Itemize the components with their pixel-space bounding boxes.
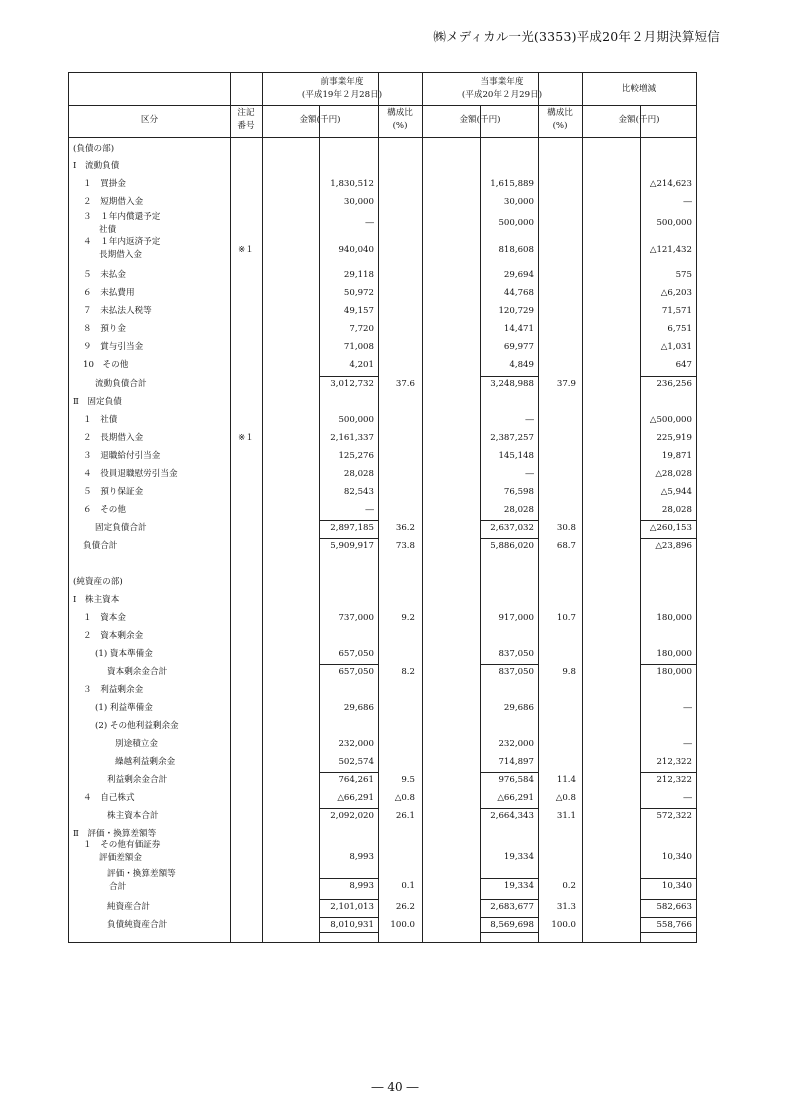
row-label: 株主資本合計 xyxy=(107,811,159,821)
row-curr-ratio: 30.8 xyxy=(556,523,576,533)
row-prev-ratio: 26.2 xyxy=(395,902,415,912)
row-diff: △214,623 xyxy=(649,179,692,189)
row-label: ２ 長期借入金 xyxy=(83,433,144,443)
row-diff: △23,896 xyxy=(655,541,692,551)
prev-ratio-unit: (%) xyxy=(392,121,408,131)
row-prev-amount: 1,830,512 xyxy=(330,179,374,189)
row-label-cont: 合計 xyxy=(109,882,127,892)
subtotal-rule xyxy=(640,520,696,521)
row-curr-amount: 2,637,032 xyxy=(490,523,534,533)
col-divider xyxy=(230,73,231,943)
row-prev-amount: 232,000 xyxy=(338,739,374,749)
row-prev-amount: 657,050 xyxy=(338,667,374,677)
row-curr-amount: 14,471 xyxy=(503,324,534,334)
row-diff: △5,944 xyxy=(660,487,692,497)
row-label: ４ １年内返済予定 xyxy=(83,237,161,247)
row-curr-amount: 4,849 xyxy=(509,360,534,370)
row-label: 負債合計 xyxy=(83,541,118,551)
row-prev-amount: 28,028 xyxy=(343,469,374,479)
col-divider xyxy=(582,73,583,943)
row-diff: ― xyxy=(683,739,692,749)
row-prev-amount: 49,157 xyxy=(343,306,374,316)
prev-amount-header: 金額(千円) xyxy=(299,115,341,125)
col-divider xyxy=(262,73,263,943)
row-label: １ 資本金 xyxy=(83,613,126,623)
row-label: 資本剰余金合計 xyxy=(107,667,168,677)
diff-header: 比較増減 xyxy=(621,84,657,94)
row-curr-amount: 976,584 xyxy=(498,775,534,785)
row-prev-amount: 29,686 xyxy=(343,703,374,713)
header-rule xyxy=(69,105,696,106)
row-diff: △28,028 xyxy=(655,469,692,479)
note-header-2: 番号 xyxy=(237,121,255,131)
row-curr-amount: 232,000 xyxy=(498,739,534,749)
row-diff: 180,000 xyxy=(656,667,692,677)
subtotal-rule xyxy=(319,917,378,918)
subtotal-rule xyxy=(640,878,696,879)
row-prev-ratio: 0.1 xyxy=(401,881,415,891)
row-diff: 10,340 xyxy=(661,881,692,891)
row-curr-amount: ― xyxy=(525,415,534,425)
curr-ratio-unit: (%) xyxy=(552,121,568,131)
row-prev-ratio: 8.2 xyxy=(401,667,415,677)
subtotal-rule xyxy=(480,899,538,900)
row-prev-ratio: 100.0 xyxy=(390,920,415,930)
row-diff: ― xyxy=(683,703,692,713)
row-prev-amount: 50,972 xyxy=(343,288,374,298)
row-curr-amount: 30,000 xyxy=(503,197,534,207)
subtotal-rule xyxy=(319,772,378,773)
row-label: １ 買掛金 xyxy=(83,179,126,189)
page-number: ― 40 ― xyxy=(371,1080,419,1094)
row-label: 10 その他 xyxy=(83,360,129,370)
row-label: １ その他有価証券 xyxy=(83,840,161,850)
subtotal-rule xyxy=(640,917,696,918)
curr-year-date: (平成20年２月29日) xyxy=(461,90,543,100)
row-curr-amount: 69,977 xyxy=(503,342,534,352)
row-label: ２ 資本剰余金 xyxy=(83,631,144,641)
row-label: ６ その他 xyxy=(83,505,126,515)
subtotal-rule xyxy=(480,664,538,665)
row-label: ３ １年内償還予定 xyxy=(83,212,161,222)
row-diff: 575 xyxy=(675,270,692,280)
total-double-rule xyxy=(480,932,538,933)
row-prev-ratio: 9.2 xyxy=(401,613,415,623)
row-curr-amount: 500,000 xyxy=(498,218,534,228)
row-prev-ratio: 37.6 xyxy=(395,379,415,389)
header-rule xyxy=(69,137,696,138)
row-prev-amount: 3,012,732 xyxy=(330,379,374,389)
subtotal-rule xyxy=(640,376,696,377)
row-diff: 558,766 xyxy=(656,920,692,930)
row-curr-amount: 120,729 xyxy=(498,306,534,316)
subtotal-rule xyxy=(319,538,378,539)
row-diff: 582,663 xyxy=(656,902,692,912)
row-prev-amount: 82,543 xyxy=(343,487,374,497)
row-prev-amount: 71,008 xyxy=(343,342,374,352)
row-label: 負債純資産合計 xyxy=(107,920,168,930)
row-prev-amount: 2,161,337 xyxy=(330,433,374,443)
row-label: 利益剰余金合計 xyxy=(107,775,168,785)
row-prev-ratio: 36.2 xyxy=(395,523,415,533)
row-label: (純資産の部) xyxy=(73,577,123,587)
subtotal-rule xyxy=(319,376,378,377)
row-label: ４ 役員退職慰労引当金 xyxy=(83,469,178,479)
curr-year-header: 当事業年度 xyxy=(480,77,524,87)
row-label: Ⅱ 評価・換算差額等 xyxy=(73,829,157,839)
row-prev-amount: 500,000 xyxy=(338,415,374,425)
row-curr-ratio: 31.3 xyxy=(556,902,576,912)
row-curr-amount: 76,598 xyxy=(503,487,534,497)
page-header: ㈱メディカル一光(3353)平成20年２月期決算短信 xyxy=(433,29,720,44)
row-diff: 212,322 xyxy=(656,775,692,785)
row-diff: 212,322 xyxy=(656,757,692,767)
row-prev-amount: 30,000 xyxy=(343,197,374,207)
row-diff: △1,031 xyxy=(660,342,692,352)
subtotal-rule xyxy=(640,772,696,773)
row-prev-amount: 657,050 xyxy=(338,649,374,659)
subtotal-rule xyxy=(480,917,538,918)
row-curr-amount: 917,000 xyxy=(498,613,534,623)
row-curr-ratio: 68.7 xyxy=(556,541,576,551)
subtotal-rule xyxy=(480,520,538,521)
row-prev-amount: 8,010,931 xyxy=(330,920,374,930)
row-label-cont: 評価差額金 xyxy=(99,853,142,863)
row-label: 別途積立金 xyxy=(115,739,158,749)
subtotal-rule xyxy=(640,808,696,809)
row-prev-ratio: 26.1 xyxy=(395,811,415,821)
row-diff: 10,340 xyxy=(661,852,692,862)
row-label: ５ 預り保証金 xyxy=(83,487,144,497)
row-prev-ratio: △0.8 xyxy=(394,793,415,803)
row-diff: 6,751 xyxy=(667,324,692,334)
row-label: 固定負債合計 xyxy=(95,523,147,533)
row-label: (1) 資本準備金 xyxy=(95,649,153,659)
row-curr-amount: 2,387,257 xyxy=(490,433,534,443)
row-diff: △121,432 xyxy=(649,245,692,255)
row-label: Ⅱ 固定負債 xyxy=(73,397,122,407)
row-label: 繰越利益剰余金 xyxy=(115,757,176,767)
row-curr-amount: 818,608 xyxy=(498,245,534,255)
row-prev-amount: 7,720 xyxy=(349,324,374,334)
row-diff: 28,028 xyxy=(661,505,692,515)
row-diff: 19,871 xyxy=(661,451,692,461)
row-label: (2) その他利益剰余金 xyxy=(95,721,179,731)
row-prev-amount: ― xyxy=(365,505,374,515)
total-double-rule xyxy=(319,932,378,933)
row-label-cont: 社債 xyxy=(99,225,117,235)
row-label: ８ 預り金 xyxy=(83,324,126,334)
row-diff: 180,000 xyxy=(656,649,692,659)
prev-ratio-header: 構成比 xyxy=(387,108,413,118)
row-diff: 71,571 xyxy=(661,306,692,316)
row-label: ９ 賞与引当金 xyxy=(83,342,144,352)
row-prev-amount: 29,118 xyxy=(343,270,374,280)
row-prev-amount: 125,276 xyxy=(338,451,374,461)
row-curr-ratio: 31.1 xyxy=(556,811,576,821)
subtotal-rule xyxy=(480,376,538,377)
row-diff: △260,153 xyxy=(649,523,692,533)
row-label-cont: 長期借入金 xyxy=(99,250,142,260)
row-diff: 500,000 xyxy=(656,218,692,228)
note-header: 注記 xyxy=(237,108,255,118)
row-note: ※１ xyxy=(238,245,254,255)
subtotal-rule xyxy=(319,899,378,900)
row-prev-amount: 4,201 xyxy=(349,360,374,370)
row-curr-ratio: 100.0 xyxy=(551,920,576,930)
diff-amount-header: 金額(千円) xyxy=(618,115,660,125)
subtotal-rule xyxy=(480,772,538,773)
row-curr-amount: 19,334 xyxy=(503,881,534,891)
curr-amount-header: 金額(千円) xyxy=(459,115,501,125)
row-curr-amount: 145,148 xyxy=(498,451,534,461)
subtotal-rule xyxy=(640,899,696,900)
row-curr-ratio: 37.9 xyxy=(556,379,576,389)
row-label: ５ 未払金 xyxy=(83,270,126,280)
row-curr-amount: 28,028 xyxy=(503,505,534,515)
row-prev-ratio: 9.5 xyxy=(401,775,415,785)
col-divider xyxy=(422,73,423,943)
subtotal-rule xyxy=(640,664,696,665)
row-prev-amount: 8,993 xyxy=(349,852,374,862)
row-diff: 180,000 xyxy=(656,613,692,623)
row-label: ４ 自己株式 xyxy=(83,793,135,803)
row-label: ３ 退職給付引当金 xyxy=(83,451,161,461)
row-curr-amount: 2,683,677 xyxy=(490,902,534,912)
row-label: Ⅰ 株主資本 xyxy=(73,595,120,605)
row-curr-amount: 1,615,889 xyxy=(490,179,534,189)
row-label: (1) 利益準備金 xyxy=(95,703,153,713)
row-curr-amount: 3,248,988 xyxy=(490,379,534,389)
row-diff: ― xyxy=(683,793,692,803)
subtotal-rule xyxy=(480,808,538,809)
section-header: 区分 xyxy=(140,115,159,125)
row-prev-amount: 940,040 xyxy=(338,245,374,255)
prev-year-header: 前事業年度 xyxy=(320,77,364,87)
row-diff: 225,919 xyxy=(656,433,692,443)
subtotal-rule xyxy=(480,878,538,879)
balance-sheet-table xyxy=(68,72,697,943)
row-label: 流動負債合計 xyxy=(95,379,147,389)
row-label: １ 社債 xyxy=(83,415,118,425)
row-diff: △6,203 xyxy=(660,288,692,298)
row-prev-amount: 2,092,020 xyxy=(330,811,374,821)
row-label: ３ 利益剰余金 xyxy=(83,685,144,695)
row-curr-amount: 714,897 xyxy=(498,757,534,767)
row-curr-ratio: △0.8 xyxy=(555,793,576,803)
total-double-rule xyxy=(640,932,696,933)
subtotal-rule xyxy=(319,664,378,665)
row-curr-amount: 29,686 xyxy=(503,703,534,713)
row-prev-amount: 2,101,013 xyxy=(330,902,374,912)
subtotal-rule xyxy=(319,878,378,879)
row-label: 評価・換算差額等 xyxy=(107,869,176,879)
row-prev-amount: 737,000 xyxy=(338,613,374,623)
row-curr-amount: 837,050 xyxy=(498,649,534,659)
subtotal-rule xyxy=(319,808,378,809)
row-label: ２ 短期借入金 xyxy=(83,197,144,207)
row-prev-amount: ― xyxy=(365,218,374,228)
row-diff: △500,000 xyxy=(649,415,692,425)
row-prev-amount: 2,897,185 xyxy=(330,523,374,533)
row-label: Ⅰ 流動負債 xyxy=(73,161,120,171)
row-curr-ratio: 11.4 xyxy=(556,775,576,785)
row-diff: 236,256 xyxy=(656,379,692,389)
row-prev-amount: 764,261 xyxy=(338,775,374,785)
row-curr-amount: 19,334 xyxy=(503,852,534,862)
row-note: ※１ xyxy=(238,433,254,443)
curr-ratio-header: 構成比 xyxy=(547,108,573,118)
row-diff: ― xyxy=(683,197,692,207)
row-curr-amount: 8,569,698 xyxy=(490,920,534,930)
row-curr-amount: ― xyxy=(525,469,534,479)
prev-year-date: (平成19年２月28日) xyxy=(301,90,383,100)
row-curr-amount: 29,694 xyxy=(503,270,534,280)
row-prev-ratio: 73.8 xyxy=(395,541,415,551)
row-prev-amount: 8,993 xyxy=(349,881,374,891)
subtotal-rule xyxy=(319,520,378,521)
row-curr-ratio: 10.7 xyxy=(556,613,576,623)
subtotal-rule xyxy=(640,538,696,539)
row-prev-amount: 502,574 xyxy=(338,757,374,767)
row-label: 純資産合計 xyxy=(107,902,150,912)
row-prev-amount: △66,291 xyxy=(337,793,374,803)
row-diff: 572,322 xyxy=(656,811,692,821)
row-label: ７ 未払法人税等 xyxy=(83,306,152,316)
row-curr-amount: 5,886,020 xyxy=(490,541,534,551)
subtotal-rule xyxy=(480,538,538,539)
row-prev-amount: 5,909,917 xyxy=(330,541,374,551)
row-curr-ratio: 9.8 xyxy=(562,667,576,677)
row-curr-amount: 837,050 xyxy=(498,667,534,677)
row-label: ６ 未払費用 xyxy=(83,288,135,298)
row-curr-amount: △66,291 xyxy=(497,793,534,803)
row-curr-ratio: 0.2 xyxy=(562,881,576,891)
row-curr-amount: 2,664,343 xyxy=(490,811,534,821)
row-label: (負債の部) xyxy=(73,144,115,154)
row-curr-amount: 44,768 xyxy=(503,288,534,298)
row-diff: 647 xyxy=(675,360,692,370)
